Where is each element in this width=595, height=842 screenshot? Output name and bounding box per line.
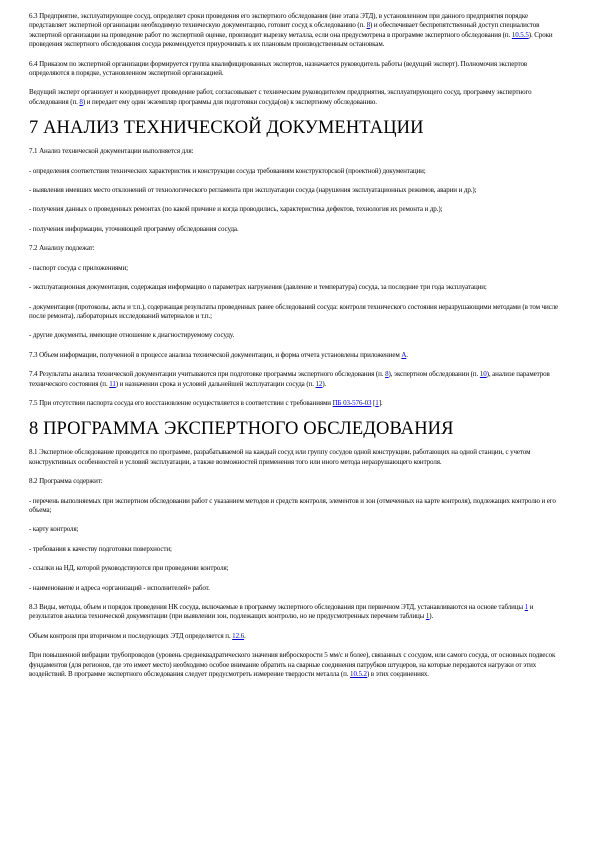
reference-link[interactable]: 1 xyxy=(524,603,529,611)
paragraph-text: [ xyxy=(371,398,376,407)
paragraph-text: - документация (протоколы, акты и т.п.), содержащая результаты проведенных ранее обследований сосуда: контроля технического состояния неразрушающими методами (в том числе после ремонта), лабораторных исследований материалов и т.п.; xyxy=(29,302,559,320)
paragraph xyxy=(29,12,564,50)
paragraph-text: - получения данных о проведенных ремонтах (по какой причине и когда проводились, характеристика дефектов, технология их ремонта и др.); xyxy=(29,205,443,214)
reference-link[interactable]: 10.5.2 xyxy=(350,670,367,679)
paragraph-text: ) и передает ему один экземпляр программы для подготовки сосуда(ов) к экспертному обследованию. xyxy=(82,97,377,106)
paragraph-text: - другие документы, имеющие отношение к диагностируемому сосуду. xyxy=(29,331,235,340)
paragraph-text: 7.1 Анализ технической документации выполняется для: xyxy=(29,147,194,156)
paragraph xyxy=(29,225,564,234)
paragraph xyxy=(29,545,564,554)
reference-link[interactable]: 12 xyxy=(315,379,323,388)
section-heading: 8 ПРОГРАММА ЭКСПЕРТНОГО ОБСЛЕДОВАНИЯ xyxy=(29,419,454,440)
paragraph xyxy=(29,186,564,195)
paragraph-text: - требования к качеству подготовки поверхности; xyxy=(29,544,172,553)
reference-link[interactable]: ПБ 03-576-03 xyxy=(332,398,372,407)
paragraph xyxy=(29,60,564,79)
document-page xyxy=(29,12,564,689)
paragraph-text: - ссылки на НД, которой руководствуются при проведении контроля; xyxy=(29,564,229,573)
paragraph-text: - эксплуатационная документация, содержащая информацию о параметрах нагружения (давление и температура) сосуда, за последние три года эксплуатации; xyxy=(29,283,487,292)
reference-link[interactable]: 12.6 xyxy=(232,631,245,640)
reference-link[interactable]: 10.5.5 xyxy=(511,30,529,39)
paragraph xyxy=(29,147,564,156)
reference-link[interactable]: 8 xyxy=(366,21,370,30)
paragraph-text: 7.4 Результаты анализа технической документации учитываются при подготовке программы экспертного обследования (п. xyxy=(29,370,386,379)
paragraph xyxy=(29,564,564,573)
paragraph xyxy=(29,370,564,389)
reference-link[interactable]: 8 xyxy=(79,97,83,106)
paragraph xyxy=(29,167,564,176)
paragraph-text: ) в этих соединениях. xyxy=(366,670,429,679)
paragraph xyxy=(29,497,564,516)
reference-link[interactable]: 10 xyxy=(479,370,487,379)
paragraph xyxy=(29,351,564,360)
paragraph-text: ). xyxy=(322,379,327,388)
paragraph-text: 8.3 Виды, методы, объем и порядок проведения НК сосуда, включаемые в программу экспертного обследования при первичном ЭТД, устанавливаются на основе таблицы xyxy=(29,603,525,611)
paragraph xyxy=(29,477,564,486)
paragraph-text: 7.5 При отсутствии паспорта сосуда его восстановление осуществляется в соответствии с требованиями xyxy=(29,398,333,407)
paragraph xyxy=(29,303,564,322)
paragraph xyxy=(29,331,564,340)
reference-link[interactable]: 11 xyxy=(109,379,116,388)
paragraph xyxy=(29,399,564,408)
paragraph xyxy=(29,88,564,107)
paragraph-text: - наименование и адреса «организаций - исполнителей» работ. xyxy=(29,583,210,592)
paragraph xyxy=(29,264,564,273)
paragraph-text: и результатов анализа технической документации (при выявлении зон, подлежащих контролю, но не предусмотренных перечнем таблицы xyxy=(29,603,534,621)
paragraph xyxy=(29,244,564,253)
paragraph-text: Объем контроля при вторичном и последующих ЭТД определяется п. xyxy=(29,631,233,640)
paragraph-text: - выявления имевших место отклонений от технологического регламента при эксплуатации сосуда (нарушения эксплуатационных режимов, аварии и др.); xyxy=(29,186,477,195)
reference-link[interactable]: А xyxy=(401,350,407,359)
paragraph xyxy=(29,448,564,467)
paragraph-text: ) и назначении срока и условий дальнейшей эксплуатации сосуда (п. xyxy=(115,379,316,388)
paragraph-text: ]. xyxy=(378,398,383,407)
paragraph-text: - определения соответствия технических характеристик и конструкции сосуда требованиям конструкторской (проектной) документации; xyxy=(29,166,426,175)
paragraph-text: 7.3 Объем информации, полученной в процессе анализа технической документации, и форма отчета установлены приложением xyxy=(29,350,402,359)
paragraph xyxy=(29,525,564,534)
paragraph-text: ). Сроки проведения экспертного обследования сосуда рекомендуется приурочивать к их плановым производственным остановкам. xyxy=(29,30,553,49)
section-heading: 7 АНАЛИЗ ТЕХНИЧЕСКОЙ ДОКУМЕНТАЦИИ xyxy=(29,118,424,139)
paragraph-text: 8.1 Экспертное обследование проводится по программе, разрабатываемой на каждый сосуд или группу сосудов одной конструкции, работающих на одной станции, с учетом конструктивных особенностей и условий эксплуатации, а также возможностей применения того или иного метода неразрушающего контроля. xyxy=(29,448,531,466)
paragraph-text: ), экспертном обследовании (п. xyxy=(388,370,480,379)
paragraph-text: 6.3 Предприятие, эксплуатирующее сосуд, определяет сроки проведения его экспертного обследования (вне этапа ЭТД), в установленном при данного предприятия порядке представляет экспертной организации необходимую техническую документацию, готовит сосуд к обследованию (п. xyxy=(29,12,529,30)
paragraph-text: - карту контроля; xyxy=(29,525,79,534)
paragraph xyxy=(29,632,564,641)
paragraph-text: При повышенной вибрации трубопроводов (уровень среднеквадратического значения виброскорости 5 мм/с и более), связанных с сосудом, или самого сосуда, от основных подвесок фундаментов (для регионов, где это имеет место) необходимо особое внимание обратить на сварные соединения патрубков штуцеров, на которые передаются нагрузки от этих воздействий. В программе экспертного обследования следует предусмотреть измерение твердости металла (п. xyxy=(29,651,556,679)
paragraph-text: . xyxy=(406,350,408,359)
paragraph xyxy=(29,651,564,679)
reference-link[interactable]: 1 xyxy=(425,612,430,621)
reference-link[interactable]: 1 xyxy=(375,398,379,407)
paragraph-text: 7.2 Анализу подлежат: xyxy=(29,244,95,253)
reference-link[interactable]: 8 xyxy=(385,370,389,379)
paragraph-text: 8.2 Программа содержит: xyxy=(29,477,103,486)
paragraph xyxy=(29,283,564,292)
paragraph xyxy=(29,584,564,593)
paragraph-text: Ведущий эксперт организует и координирует проведение работ, согласовывает с техническим руководителем предприятия, эксплуатирующего сосуд, программу экспертного обследования (п. xyxy=(29,88,532,106)
paragraph-text: - перечень выполняемых при экспертном обследовании работ с указанием методов и средств контроля, элементов и зон (отмеченных на карте контроля), подлежащих контролю и его объема; xyxy=(29,496,556,514)
paragraph-text: ) и обеспечивает беспрепятственный доступ специалистов экспертной организации на проведение работ по экспертной оценке, производит вырезку металла, если она предусмотрена в программе экспертного обследования (п. xyxy=(29,21,540,39)
paragraph xyxy=(29,603,564,622)
paragraph-text: - получения информации, уточняющей программу обследования сосуда. xyxy=(29,224,239,233)
paragraph-text: 6.4 Приказом по экспертной организации формируется группа квалифицированных экспертов, назначается руководитель работы (ведущий эксперт). Полномочия экспертов определяются в порядке, установленном экспертной организацией. xyxy=(29,59,528,78)
paragraph-text: - паспорт сосуда с приложениями; xyxy=(29,263,128,272)
paragraph-text: ), анализе параметров технического состояния (п. xyxy=(29,370,550,388)
paragraph xyxy=(29,205,564,214)
paragraph-text: ). xyxy=(429,612,434,621)
paragraph-text: . xyxy=(244,631,246,640)
